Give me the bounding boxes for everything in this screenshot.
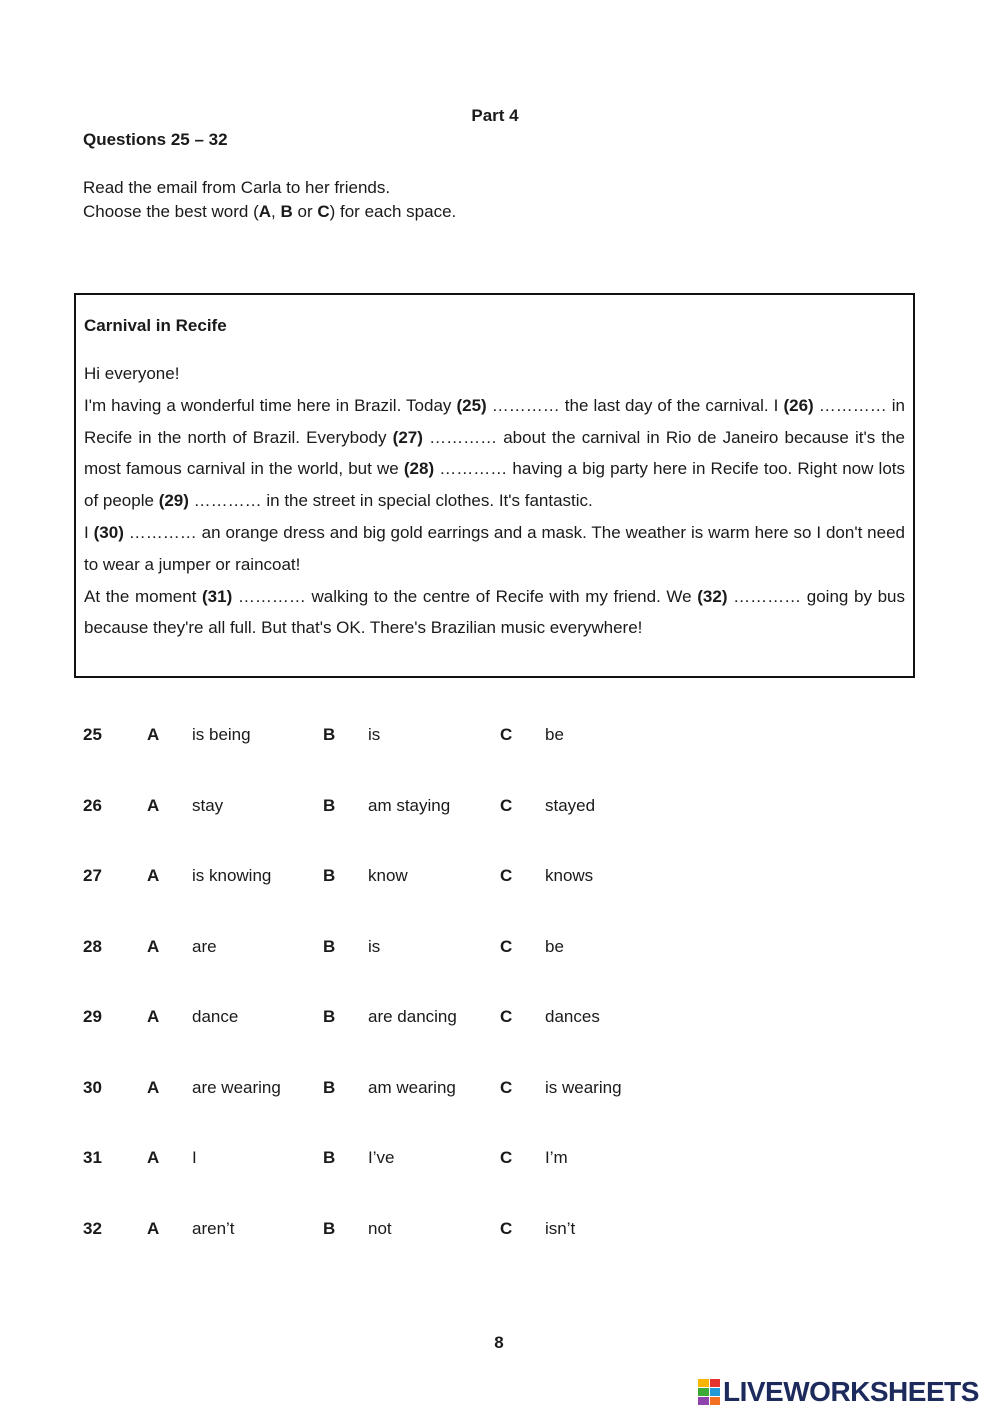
question-number: 26 xyxy=(83,795,102,815)
instruction-line-1: Read the email from Carla to her friends. xyxy=(83,178,391,197)
email-paragraph-1 xyxy=(84,390,905,517)
option-b[interactable]: is xyxy=(368,936,381,956)
email-text: ………… about the carnival in Rio de Janeiro because it's the most famous carnival in the world, but we xyxy=(84,427,906,479)
option-letter-c: C xyxy=(500,866,513,885)
option-letter-a: A xyxy=(147,1218,160,1238)
option-b[interactable]: is xyxy=(368,725,381,744)
instruction-letter-c: C xyxy=(317,202,330,221)
logo-tile xyxy=(710,1397,721,1405)
option-c[interactable]: I’m xyxy=(545,1148,568,1167)
email-text: ………… having a big party here in Recife too. Right now lots of people xyxy=(84,459,905,511)
option-b[interactable]: know xyxy=(368,866,408,885)
gap-29: (29) xyxy=(158,491,189,511)
logo-tile xyxy=(698,1388,709,1396)
option-a[interactable]: is being xyxy=(192,725,251,744)
gap-28: (28) xyxy=(403,459,435,479)
questions-title: Questions 25 – 32 xyxy=(83,130,228,149)
option-letter-b: B xyxy=(323,1218,336,1238)
option-letter-b: B xyxy=(323,1148,336,1167)
instruction-letter-a: A xyxy=(258,202,272,221)
email-text: ………… walking to the centre of Recife with my friend. We xyxy=(232,586,698,606)
logo-tile xyxy=(710,1379,721,1387)
part-title: Part 4 xyxy=(471,106,519,125)
option-letter-a: A xyxy=(147,866,160,885)
option-b[interactable]: am wearing xyxy=(368,1077,456,1097)
option-letter-c: C xyxy=(500,1077,513,1097)
question-number: 25 xyxy=(83,725,102,744)
instruction-sep: or xyxy=(292,202,318,221)
question-number: 28 xyxy=(83,936,102,956)
gap-27: (27) xyxy=(392,427,423,447)
option-b[interactable]: I’ve xyxy=(368,1148,395,1167)
option-c[interactable]: be xyxy=(545,725,564,744)
email-text: ………… an orange dress and big gold earrings and a mask. The weather is warm here so I don't need to wear a jumper or raincoat! xyxy=(84,522,905,574)
question-number: 31 xyxy=(83,1148,102,1167)
email-paragraph-2 xyxy=(84,517,905,581)
instruction-line-2 xyxy=(83,200,456,224)
option-letter-c: C xyxy=(500,1007,513,1026)
question-number: 27 xyxy=(83,866,102,885)
liveworksheets-logo[interactable] xyxy=(698,1376,979,1408)
option-c[interactable]: knows xyxy=(545,866,594,885)
logo-tile xyxy=(698,1379,709,1387)
option-a[interactable]: I xyxy=(192,1148,197,1167)
logo-tile xyxy=(698,1397,709,1405)
email-text: I'm having a wonderful time here in Brazil. Today xyxy=(84,395,457,415)
question-number: 32 xyxy=(83,1218,102,1238)
gap-25: (25) xyxy=(456,395,487,415)
email-text: ………… in the street in special clothes. It's fantastic. xyxy=(188,491,593,511)
instructions xyxy=(83,176,456,224)
email-title: Carnival in Recife xyxy=(84,316,227,335)
option-letter-a: A xyxy=(147,936,160,956)
brand-name: LIVEWORKSHEETS xyxy=(723,1376,979,1407)
gap-30: (30) xyxy=(93,522,124,542)
option-letter-b: B xyxy=(323,795,336,815)
gap-31: (31) xyxy=(202,586,233,606)
option-a[interactable]: are wearing xyxy=(192,1077,281,1097)
liveworksheets-icon xyxy=(698,1379,720,1405)
option-b[interactable]: not xyxy=(368,1218,392,1238)
option-letter-c: C xyxy=(500,936,513,956)
option-letter-c: C xyxy=(500,795,513,815)
option-c[interactable]: dances xyxy=(545,1007,600,1026)
option-letter-c: C xyxy=(500,725,513,744)
instruction-suffix: ) for each space. xyxy=(329,202,457,221)
email-box xyxy=(74,293,915,678)
option-letter-c: C xyxy=(500,1148,513,1167)
instruction-prefix: Choose the best word ( xyxy=(83,202,259,221)
email-body xyxy=(84,358,905,644)
instruction-sep: , xyxy=(271,202,281,221)
option-a[interactable]: stay xyxy=(192,795,224,815)
option-a[interactable]: dance xyxy=(192,1007,239,1026)
option-letter-b: B xyxy=(323,725,336,744)
gap-26: (26) xyxy=(783,395,814,415)
option-letter-a: A xyxy=(147,725,160,744)
option-letter-a: A xyxy=(147,1148,160,1167)
option-c[interactable]: isn’t xyxy=(545,1218,576,1238)
gap-32: (32) xyxy=(697,586,728,606)
option-letter-a: A xyxy=(147,1077,160,1097)
email-text: I xyxy=(84,522,94,542)
option-letter-b: B xyxy=(323,936,336,956)
option-letter-b: B xyxy=(323,866,336,885)
option-letter-b: B xyxy=(323,1007,336,1026)
email-greeting: Hi everyone! xyxy=(84,364,180,383)
question-number: 30 xyxy=(83,1077,102,1097)
option-c[interactable]: be xyxy=(545,936,564,956)
email-text: ………… the last day of the carnival. I xyxy=(486,395,784,415)
page-number: 8 xyxy=(494,1333,504,1352)
email-text: ………… in Recife in the north of Brazil. Everybody xyxy=(84,395,906,447)
question-number: 29 xyxy=(83,1007,102,1026)
option-b[interactable]: are dancing xyxy=(368,1007,457,1026)
email-paragraph-3 xyxy=(84,581,905,645)
option-a[interactable]: are xyxy=(192,936,217,956)
option-c[interactable]: stayed xyxy=(545,795,596,815)
option-letter-a: A xyxy=(147,1007,160,1026)
option-b[interactable]: am staying xyxy=(368,795,451,815)
email-text: At the moment xyxy=(84,586,202,606)
option-a[interactable]: is knowing xyxy=(192,866,272,885)
logo-tile xyxy=(710,1388,721,1396)
option-letter-c: C xyxy=(500,1218,513,1238)
option-letter-b: B xyxy=(323,1077,336,1097)
option-letter-a: A xyxy=(147,795,160,815)
instruction-letter-b: B xyxy=(280,202,293,221)
option-c[interactable]: is wearing xyxy=(545,1077,622,1097)
option-a[interactable]: aren’t xyxy=(192,1218,235,1238)
email-text: ………… going by bus because they're all full. But that's OK. There's Brazilian music everywhere! xyxy=(84,586,905,638)
